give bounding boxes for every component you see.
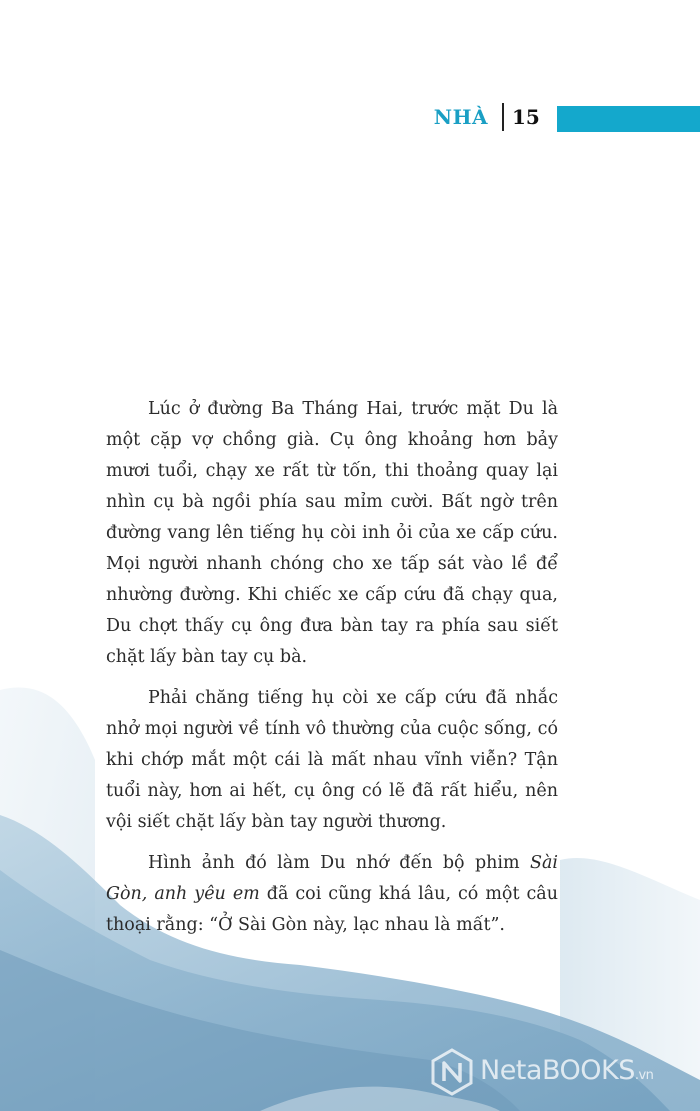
watermark-brand: NetaBOOKS (480, 1055, 635, 1086)
body-text (106, 394, 558, 951)
paragraph-1: Lúc ở đường Ba Tháng Hai, trước mặt Du là một cặp vợ chồng già. Cụ ông khoảng hơn bảy mươi tuổi, chạy xe rất từ tốn, thi thoảng quay lại nhìn cụ bà ngồi phía sau mỉm cười. Bất ngờ trên đường vang lên tiếng hụ còi inh ỏi của xe cấp cứu. Mọi người nhanh chóng cho xe tấp sát vào lề để nhường đường. Khi chiếc xe cấp cứu đã chạy qua, Du chợt thấy cụ ông đưa bàn tay ra phía sau siết chặt lấy bàn tay cụ bà. (106, 399, 558, 667)
paragraph-3 (106, 848, 558, 941)
page-number: 15 (512, 105, 540, 129)
paragraph-2: Phải chăng tiếng hụ còi xe cấp cứu đã nhắc nhở mọi người về tính vô thường của cuộc sống, có khi chớp mắt một cái là mất nhau vĩnh viễn? Tận tuổi này, hơn ai hết, cụ ông có lẽ đã rất hiểu, nên vội siết chặt lấy bàn tay người thương. (106, 688, 558, 832)
watermark-text (480, 1055, 653, 1086)
netabooks-logo-icon (430, 1048, 474, 1096)
header-divider (502, 103, 504, 131)
running-head (0, 100, 700, 134)
section-title: NHÀ (433, 105, 488, 129)
paragraph-3-text-start: Hình ảnh đó làm Du nhớ đến bộ phim (148, 853, 530, 873)
header-accent-bar (557, 106, 700, 132)
film-title: Sài Gòn, anh yêu em (106, 853, 558, 904)
watermark-suffix: .vn (634, 1068, 654, 1083)
watermark (430, 1048, 692, 1096)
paragraph-3-text-end: đã coi cũng khá lâu, có một câu thoại rằng: “Ở Sài Gòn này, lạc nhau là mất”. (106, 884, 558, 935)
